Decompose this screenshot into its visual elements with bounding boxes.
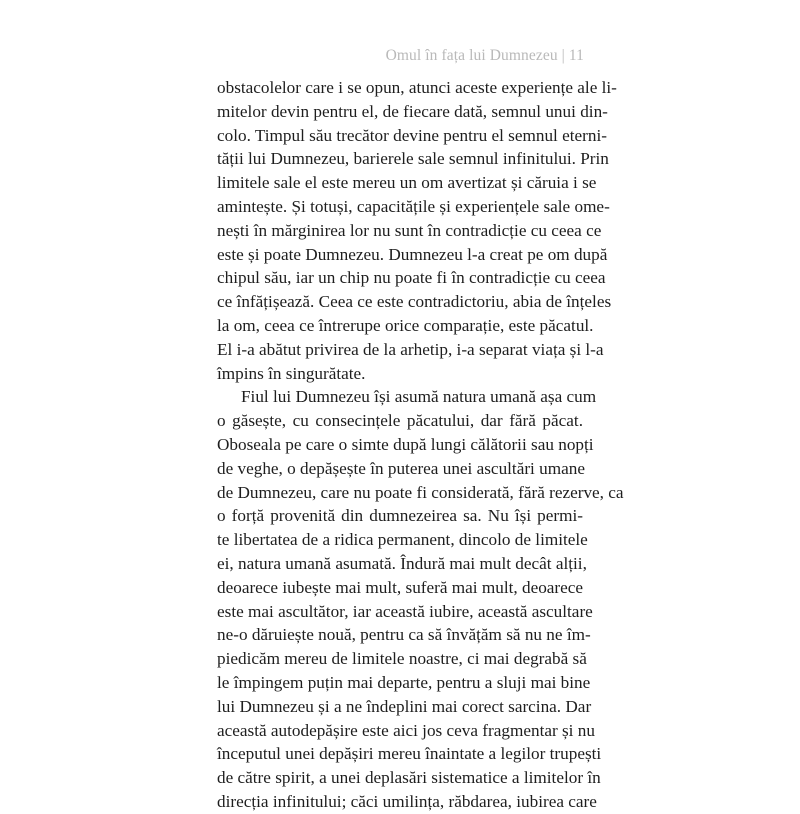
text-line: piedicăm mereu de limitele noastre, ci mai degrabă să: [217, 649, 587, 669]
text-line: Oboseala pe care o simte după lungi călătorii sau nopți: [217, 434, 594, 454]
text-line: lui Dumnezeu și a ne îndeplini mai corect sarcina. Dar: [217, 696, 592, 716]
text-line: direcția infinitului; căci umilința, răbdarea, iubirea care: [217, 791, 597, 811]
text-line: ce înfățișează. Ceea ce este contradictoriu, abia de înțeles: [217, 292, 612, 312]
text-line: împins în singurătate.: [217, 363, 366, 383]
text-line: de Dumnezeu, care nu poate fi considerată, fără rezerve, ca: [217, 482, 624, 502]
page-number: 11: [568, 47, 584, 64]
text-line: este mai ascultător, iar această iubire, această ascultare: [217, 601, 593, 621]
text-line: ei, natura umană asumată. Îndură mai mult decât alții,: [217, 553, 587, 573]
text-line: este și poate Dumnezeu. Dumnezeu l-a creat pe om după: [217, 244, 608, 264]
running-header-title: Omul în fața lui Dumnezeu: [385, 47, 558, 64]
text-line: începutul unei depășiri mereu înaintate a legilor trupești: [217, 744, 602, 764]
text-line: El i-a abătut privirea de la arhetip, i-a separat viața și l-a: [217, 339, 604, 359]
text-line: te libertatea de a ridica permanent, dincolo de limitele: [217, 530, 588, 550]
text-line: Fiul lui Dumnezeu își asumă natura umană așa cum: [241, 387, 597, 407]
body-text: [217, 76, 624, 814]
header-separator: |: [561, 47, 565, 64]
text-line: o forță provenită din dumnezeirea sa. Nu își permi-: [217, 506, 583, 526]
text-line: mitelor devin pentru el, de fiecare dată, semnul unui din-: [217, 101, 608, 121]
text-line: deoarece iubește mai mult, suferă mai mult, deoarece: [217, 577, 584, 597]
text-line: această autodepășire este aici jos ceva fragmentar și nu: [217, 720, 595, 740]
text-line: limitele sale el este mereu un om avertizat și căruia i se: [217, 173, 597, 193]
text-line: ne-o dăruiește nouă, pentru ca să învățăm să nu ne îm-: [217, 625, 591, 645]
text-line: obstacolelor care i se opun, atunci aceste experiențe ale li-: [217, 78, 617, 97]
text-line: colo. Timpul său trecător devine pentru el semnul eterni-: [217, 125, 607, 145]
text-line: o găsește, cu consecințele păcatului, dar fără păcat.: [217, 411, 583, 431]
text-line: tății lui Dumnezeu, barierele sale semnul infinitului. Prin: [217, 149, 609, 169]
running-header: [386, 47, 584, 65]
text-line: le împingem puțin mai departe, pentru a sluji mai bine: [217, 672, 591, 692]
text-line: amintește. Și totuși, capacitățile și experiențele sale ome-: [217, 196, 610, 216]
text-line: de către spirit, a unei deplasări sistematice a limitelor în: [217, 768, 601, 788]
text-line: nești în mărginirea lor nu sunt în contradicție cu ceea ce: [217, 220, 602, 240]
text-line: de veghe, o depășește în puterea unei ascultări umane: [217, 458, 585, 478]
text-line: la om, ceea ce întrerupe orice comparație, este păcatul.: [217, 315, 594, 335]
text-line: chipul său, iar un chip nu poate fi în contradicție cu ceea: [217, 268, 606, 288]
